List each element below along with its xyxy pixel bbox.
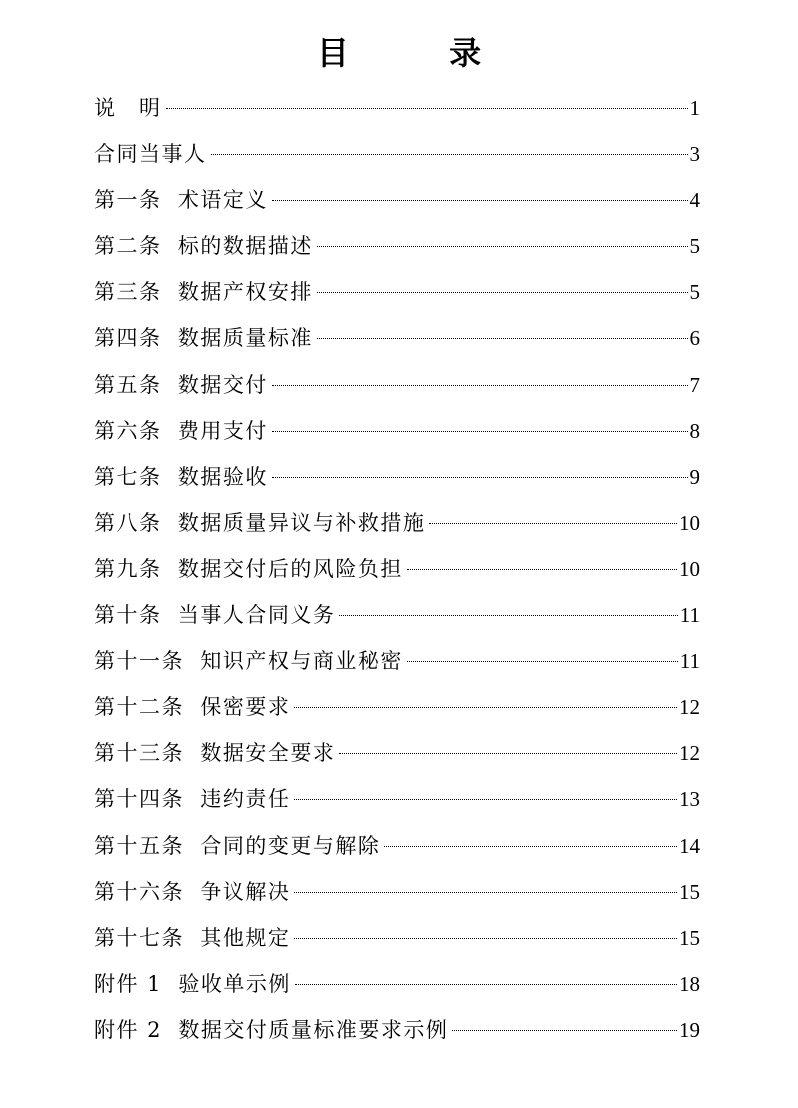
toc-entry-label: 第十一条 知识产权与商业秘密 <box>94 649 403 674</box>
toc-entry[interactable] <box>94 592 700 638</box>
toc-entry[interactable] <box>94 315 700 361</box>
toc-entry-page: 8 <box>689 418 700 443</box>
toc-entry[interactable] <box>94 454 700 500</box>
toc-leader-dots <box>429 523 677 524</box>
toc-entry[interactable] <box>94 362 700 408</box>
toc-entry-page: 10 <box>679 510 700 535</box>
toc-entry-page: 15 <box>679 879 700 904</box>
toc-entry-label: 第六条 费用支付 <box>94 418 268 443</box>
toc-entry-page: 5 <box>689 280 700 305</box>
toc-entry-page: 12 <box>679 741 700 766</box>
toc-entry[interactable] <box>94 500 700 546</box>
toc-entry[interactable] <box>94 823 700 869</box>
toc-leader-dots <box>294 707 677 708</box>
toc-entry[interactable] <box>94 408 700 454</box>
toc-entry-page: 5 <box>689 234 700 259</box>
toc-entry-label: 第十七条 其他规定 <box>94 925 291 950</box>
toc-leader-dots <box>272 200 688 201</box>
toc-entry-label: 第四条 数据质量标准 <box>94 326 313 351</box>
toc-entry-label: 第三条 数据产权安排 <box>94 280 313 305</box>
toc-leader-dots <box>317 246 688 247</box>
toc-entry-page: 6 <box>689 326 700 351</box>
toc-leader-dots <box>407 569 677 570</box>
toc-entry[interactable] <box>94 776 700 822</box>
toc-entry-page: 9 <box>689 464 700 489</box>
page-title: 目 录 <box>316 34 508 72</box>
toc-entry[interactable] <box>94 915 700 961</box>
toc-entry-label: 第十二条 保密要求 <box>94 695 291 720</box>
toc-entry-page: 10 <box>679 556 700 581</box>
toc-entry-label: 第二条 标的数据描述 <box>94 234 313 259</box>
toc-entry-label: 第八条 数据质量异议与补救措施 <box>94 510 426 535</box>
toc-leader-dots <box>294 799 677 800</box>
toc-leader-dots <box>339 753 677 754</box>
toc-entry-label: 第十条 当事人合同义务 <box>94 603 336 628</box>
toc-entry[interactable] <box>94 546 700 592</box>
toc-leader-dots <box>294 938 677 939</box>
toc-entry-page: 18 <box>679 971 700 996</box>
toc-entry-label: 第十五条 合同的变更与解除 <box>94 833 381 858</box>
toc-leader-dots <box>452 1030 677 1031</box>
toc-entry[interactable] <box>94 177 700 223</box>
toc-entry-page: 3 <box>689 142 700 167</box>
toc-entry-label: 附件 1 验收单示例 <box>94 971 291 996</box>
toc-leader-dots <box>211 154 688 155</box>
toc-entry[interactable] <box>94 638 700 684</box>
toc-entry-page: 14 <box>679 833 700 858</box>
toc-entry-label: 第九条 数据交付后的风险负担 <box>94 556 403 581</box>
toc-entry[interactable] <box>94 131 700 177</box>
toc-leader-dots <box>339 615 677 616</box>
toc-leader-dots <box>272 385 688 386</box>
toc-entry-page: 11 <box>679 603 700 628</box>
toc-entry-label: 附件 2 数据交付质量标准要求示例 <box>94 1017 449 1042</box>
toc-entry-label: 第十六条 争议解决 <box>94 879 291 904</box>
toc-leader-dots <box>407 661 678 662</box>
toc-entry-label: 说 明 <box>94 96 162 120</box>
toc-entry-page: 12 <box>679 695 700 720</box>
toc-entry-label: 第七条 数据验收 <box>94 464 268 489</box>
toc-entry-page: 11 <box>679 649 700 674</box>
toc-leader-dots <box>317 292 688 293</box>
toc-entry-label: 第五条 数据交付 <box>94 372 268 397</box>
toc-entry-page: 4 <box>689 188 700 213</box>
toc-entry-page: 13 <box>679 787 700 812</box>
toc-entry[interactable] <box>94 684 700 730</box>
toc-entry[interactable] <box>94 223 700 269</box>
toc-entry[interactable] <box>94 85 700 131</box>
toc-entry-label: 第十四条 违约责任 <box>94 787 291 812</box>
toc-entry[interactable] <box>94 869 700 915</box>
toc-entry-label: 第一条 术语定义 <box>94 188 268 213</box>
toc-entry[interactable] <box>94 269 700 315</box>
toc-leader-dots <box>295 984 677 985</box>
toc-leader-dots <box>384 846 677 847</box>
toc-entry[interactable] <box>94 961 700 1007</box>
toc-leader-dots <box>294 892 677 893</box>
toc-entry-page: 1 <box>689 96 700 120</box>
toc-leader-dots <box>166 108 688 109</box>
toc-entry-page: 19 <box>679 1017 700 1042</box>
toc-entry[interactable] <box>94 730 700 776</box>
toc-entry-page: 15 <box>679 925 700 950</box>
toc-entry-label: 第十三条 数据安全要求 <box>94 741 336 766</box>
table-of-contents <box>94 85 700 1053</box>
toc-leader-dots <box>272 431 688 432</box>
toc-entry-label: 合同当事人 <box>94 142 207 167</box>
toc-leader-dots <box>272 477 688 478</box>
toc-entry-page: 7 <box>689 372 700 397</box>
toc-leader-dots <box>317 338 688 339</box>
toc-entry[interactable] <box>94 1007 700 1053</box>
